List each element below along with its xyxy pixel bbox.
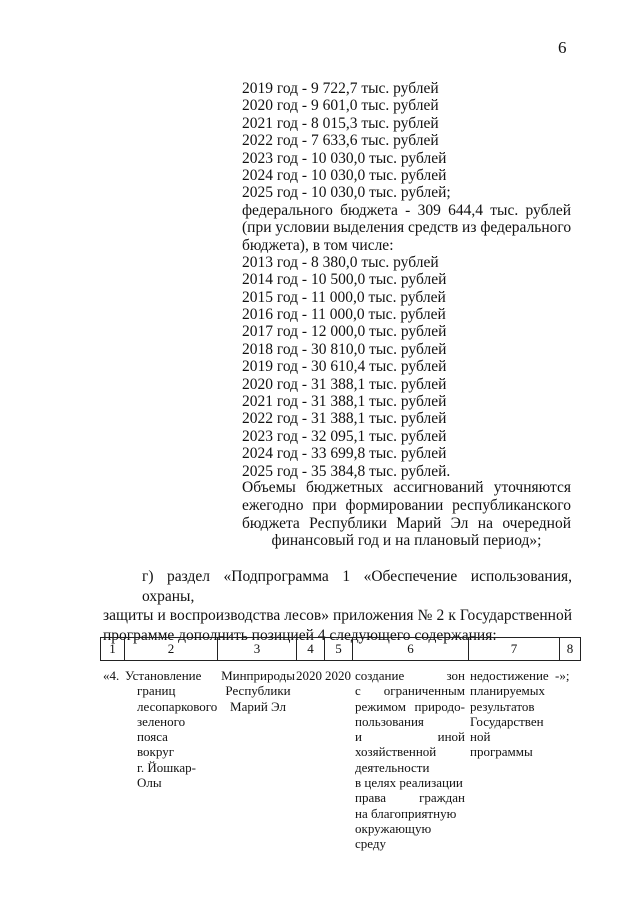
federal-year-line: 2022 год - 31 388,1 тыс. рублей (242, 410, 447, 428)
note-line: бюджета Республики Марий Эл на очередной (242, 514, 571, 532)
consequence-line: результатов (470, 698, 535, 714)
result-line: деятельности (355, 759, 430, 775)
federal-year-line: 2021 год - 31 388,1 тыс. рублей (242, 393, 447, 411)
federal-year-line: 2018 год - 30 810,0 тыс. рублей (242, 340, 447, 358)
federal-year-line: 2015 год - 11 000,0 тыс. рублей (242, 288, 446, 306)
budget-line: 2020 год - 9 601,0 тыс. рублей (242, 97, 439, 115)
result-line: режимом природо- (355, 698, 465, 714)
row-number: «4. (103, 668, 120, 683)
expected-result (355, 668, 465, 852)
result-line: и иной (355, 729, 465, 745)
measure-title-line: зеленого пояса (137, 713, 186, 745)
consequence-line: Государствен (470, 713, 544, 729)
result-line: среду (355, 836, 386, 852)
federal-budget-condition: (при условии выделения средств из федерального (242, 219, 572, 237)
budget-line: 2023 год - 10 030,0 тыс. рублей (242, 149, 447, 167)
header-cell: 5 (325, 638, 353, 661)
measure-title-line: границ (137, 683, 176, 699)
federal-year-line: 2013 год - 8 380,0 тыс. рублей (242, 253, 439, 271)
measure-title-line: г. Йошкар-Олы (137, 759, 196, 791)
header-cell: 1 (101, 638, 125, 661)
consequence-line: программы (470, 744, 533, 760)
measure-title (125, 668, 218, 791)
budget-list (242, 80, 571, 480)
budget-line: 2024 год - 10 030,0 тыс. рублей (242, 166, 447, 184)
federal-year-line: 2017 год - 12 000,0 тыс. рублей (242, 323, 447, 341)
federal-year-line: 2025 год - 35 384,8 тыс. рублей. (242, 462, 451, 480)
federal-year-line: 2016 год - 11 000,0 тыс. рублей (242, 306, 446, 324)
result-line: создание зон (355, 668, 465, 683)
federal-budget-line: федерального бюджета - 309 644,4 тыс. рублей (242, 201, 571, 219)
paragraph-line: г) раздел «Подпрограмма 1 «Обеспечение использования, охраны, (142, 568, 572, 605)
executor-line: Минприроды (221, 668, 295, 683)
header-cell: 7 (469, 638, 560, 661)
federal-year-line: 2020 год - 31 388,1 тыс. рублей (242, 375, 447, 393)
federal-year-line: 2014 год - 10 500,0 тыс. рублей (242, 271, 447, 289)
federal-year-line: 2023 год - 32 095,1 тыс. рублей (242, 427, 447, 445)
result-line: на благоприятную (355, 805, 457, 821)
amendment-paragraph (103, 567, 572, 645)
page-number: 6 (558, 38, 567, 57)
federal-budget-including: бюджета), в том числе: (242, 236, 394, 254)
federal-year-line: 2024 год - 33 699,8 тыс. рублей (242, 445, 447, 463)
note-line: Объемы бюджетных ассигнований уточняются (242, 479, 571, 496)
result-line: окружающую (355, 820, 432, 836)
paragraph-line: программе дополнить позицией 4 следующего содержания: (103, 626, 497, 644)
header-cell: 3 (218, 638, 297, 661)
note-line: ежегодно при формировании республиканского (242, 496, 571, 514)
consequence-line: планируемых (470, 683, 546, 699)
budget-line: 2025 год - 10 030,0 тыс. рублей; (242, 184, 451, 202)
result-line: с ограниченным (355, 683, 465, 699)
paragraph-line: защиты и воспроизводства лесов» приложения № 2 к Государственной (103, 607, 572, 624)
executor (219, 668, 297, 714)
measure-title-line: вокруг (137, 744, 175, 760)
result-line: хозяйственной (355, 744, 437, 760)
consequence-line: недостижение (470, 668, 549, 683)
position-table-header (100, 637, 581, 661)
header-cell: 8 (560, 638, 581, 661)
header-cell: 4 (297, 638, 325, 661)
start-year: 2020 (296, 668, 322, 683)
end-year: 2020 (325, 668, 351, 683)
budget-line: 2022 год - 7 633,6 тыс. рублей (242, 132, 439, 150)
budget-line: 2021 год - 8 015,3 тыс. рублей (242, 114, 439, 132)
indicator-link: -»; (555, 668, 570, 683)
consequence-line: ной (470, 729, 491, 745)
result-line: пользования (355, 713, 424, 729)
federal-year-line: 2019 год - 30 610,4 тыс. рублей (242, 358, 447, 376)
executor-line: Марий Эл (230, 698, 286, 714)
non-fulfillment-consequences (470, 668, 556, 760)
result-line: в целях реализации (355, 775, 463, 791)
allocation-note (242, 479, 571, 550)
header-cell: 6 (353, 638, 469, 661)
header-cell: 2 (125, 638, 218, 661)
measure-title-line: лесопаркового (137, 698, 218, 714)
executor-line: Республики (225, 683, 291, 699)
budget-line: 2019 год - 9 722,7 тыс. рублей (242, 80, 439, 97)
result-line: права граждан (355, 790, 465, 806)
note-line: финансовый год и на плановый период»; (271, 532, 542, 550)
measure-title-line: Установление (125, 668, 202, 683)
